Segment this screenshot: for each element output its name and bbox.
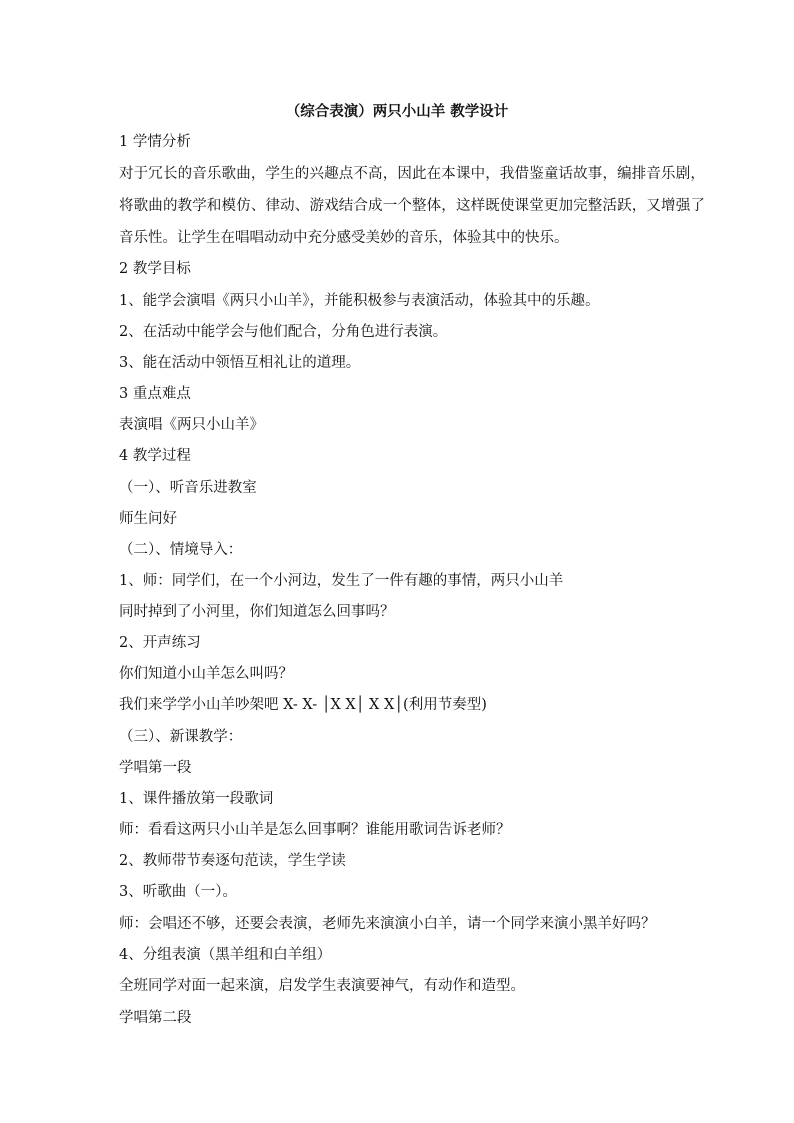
rhythm-line: 我们来学学小山羊吵架吧 X- X- │X X│ X X│(利用节奏型) — [119, 697, 487, 713]
list-item: 4、分组表演（黑羊组和白羊组） — [119, 947, 332, 963]
subsection-heading: （三）、新课教学： — [119, 729, 243, 745]
paragraph-line: 学唱第一段 — [119, 760, 192, 776]
list-item: 3、听歌曲（一）。 — [119, 884, 237, 900]
list-item: 2、开声练习 — [119, 635, 201, 651]
paragraph-line: 学唱第二段 — [119, 1010, 192, 1026]
paragraph-line: 师生问好 — [119, 511, 177, 527]
section-heading-3: 3 重点难点 — [119, 386, 191, 402]
paragraph-line: 同时掉到了小河里，你们知道怎么回事吗？ — [119, 604, 395, 620]
list-item: 1、课件播放第一段歌词 — [119, 791, 274, 807]
paragraph-line: 师：会唱还不够，还要会表演，老师先来演演小白羊，请一个同学来演小黑羊好吗？ — [119, 916, 656, 932]
paragraph-line: 全班同学对面一起来演，启发学生表演要神气，有动作和造型。 — [119, 978, 525, 994]
subsection-heading: （一）、听音乐进教室 — [119, 480, 257, 496]
subsection-heading: （二）、情境导入： — [119, 542, 243, 558]
list-item: 1、师：同学们，在一个小河边，发生了一件有趣的事情，两只小山羊 — [119, 573, 564, 589]
document-title: （综合表演）两只小山羊 教学设计 — [285, 103, 509, 120]
paragraph-line: 音乐性。让学生在唱唱动动中充分感受美妙的音乐，体验其中的快乐。 — [119, 230, 569, 246]
paragraph-line: 表演唱《两只小山羊》 — [119, 417, 264, 433]
paragraph-line: 你们知道小山羊怎么叫吗？ — [119, 666, 293, 682]
section-heading-1: 1 学情分析 — [119, 134, 191, 150]
list-item: 2、教师带节奏逐句范读，学生学读 — [119, 853, 346, 869]
list-item: 2、在活动中能学会与他们配合，分角色进行表演。 — [119, 324, 448, 340]
paragraph-line: 对于冗长的音乐歌曲，学生的兴趣点不高，因此在本课中，我借鉴童话故事，编排音乐剧， — [119, 166, 705, 182]
list-item: 3、能在活动中领悟互相礼让的道理。 — [119, 355, 361, 371]
section-heading-4: 4 教学过程 — [119, 448, 191, 464]
list-item: 1、能学会演唱《两只小山羊》，并能积极参与表演活动，体验其中的乐趣。 — [119, 293, 600, 309]
paragraph-line: 将歌曲的教学和模仿、律动、游戏结合成一个整体，这样既使课堂更加完整活跃，又增强了 — [119, 198, 705, 214]
section-heading-2: 2 教学目标 — [119, 261, 191, 277]
paragraph-line: 师：看看这两只小山羊是怎么回事啊？谁能用歌词告诉老师？ — [119, 822, 511, 838]
